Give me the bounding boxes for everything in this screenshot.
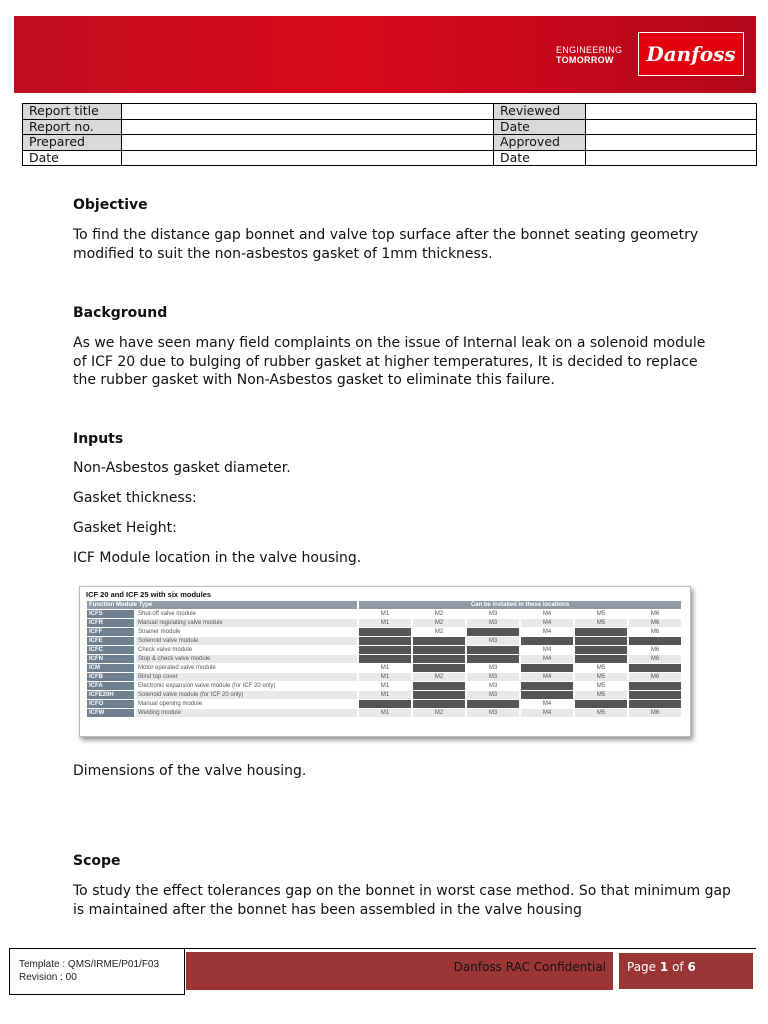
module-location-table-image	[79, 586, 691, 737]
location-unavailable	[629, 700, 681, 708]
location-cell: M3	[467, 691, 519, 699]
module-code: ICFC	[87, 646, 134, 654]
module-table-header	[87, 601, 681, 609]
module-code: ICFE	[87, 637, 134, 645]
module-name: Blind top cover	[136, 673, 357, 681]
module-row	[87, 646, 681, 654]
info-value	[122, 104, 494, 120]
info-value	[586, 104, 757, 120]
module-name: Welding module	[136, 709, 357, 717]
module-row	[87, 637, 681, 645]
info-label: Approved	[494, 135, 586, 151]
page-of: of	[672, 960, 684, 974]
module-name: Shut-off valve module	[138, 611, 196, 617]
location-unavailable	[359, 628, 411, 636]
location-unavailable	[359, 700, 411, 708]
location-cell: M6	[650, 647, 660, 653]
module-row	[87, 619, 681, 627]
page-total: 6	[687, 960, 696, 974]
location-cell: M6	[629, 709, 681, 717]
module-row	[87, 673, 681, 681]
footer-confidential: Danfoss RAC Confidential	[453, 960, 606, 974]
objective-heading: Objective	[73, 197, 148, 213]
location-cell: M4	[542, 611, 552, 617]
location-cell: M2	[434, 611, 444, 617]
tagline-line-2: TOMORROW	[556, 55, 614, 65]
location-cell: M2	[413, 709, 465, 717]
location-cell: M5	[575, 709, 627, 717]
module-name: Manual regulating valve module	[136, 619, 357, 627]
location-unavailable	[629, 637, 681, 645]
location-unavailable	[359, 655, 411, 663]
location-unavailable	[575, 655, 627, 663]
module-row	[87, 628, 681, 636]
info-row	[23, 119, 757, 135]
module-name: Electronic expansion valve module (for ICF 20 only)	[138, 683, 276, 689]
location-cell: M6	[629, 619, 681, 627]
location-cell: M1	[359, 619, 411, 627]
module-name: Strainer module	[138, 629, 181, 635]
location-unavailable	[575, 700, 627, 708]
module-code: ICFE20H	[87, 691, 134, 699]
location-unavailable	[521, 664, 573, 672]
location-cell: M3	[467, 637, 519, 645]
location-unavailable	[467, 655, 519, 663]
location-cell: M3	[488, 611, 498, 617]
location-unavailable	[413, 664, 465, 672]
module-table-title: ICF 20 and ICF 25 with six modules	[86, 590, 212, 599]
location-unavailable	[521, 682, 573, 690]
input-item: Gasket Height:	[73, 520, 177, 536]
location-cell: M3	[488, 665, 498, 671]
info-label: Date	[494, 119, 586, 135]
module-name: Solenoid valve module	[136, 637, 357, 645]
info-value	[122, 150, 494, 166]
location-cell: M6	[629, 673, 681, 681]
brand-tagline	[556, 45, 622, 65]
module-row	[87, 709, 681, 717]
dimensions-text: Dimensions of the valve housing.	[73, 763, 307, 779]
module-row	[87, 700, 681, 708]
location-cell: M1	[359, 673, 411, 681]
scope-text: To study the effect tolerances gap on the bonnet in worst case method. So that minimum gap is maintained after the bonnet has been assembled in the valve housing	[73, 883, 731, 918]
location-unavailable	[575, 628, 627, 636]
location-cell: M5	[596, 611, 606, 617]
location-cell: M1	[380, 683, 390, 689]
scope-heading: Scope	[73, 853, 121, 869]
location-unavailable	[359, 637, 411, 645]
info-label: Report title	[23, 104, 122, 120]
info-label: Reviewed	[494, 104, 586, 120]
location-cell: M5	[575, 619, 627, 627]
col-install-locations: Can be installed in these locations	[359, 601, 681, 609]
col-function-module-type: Function Module Type	[87, 601, 357, 609]
location-cell: M2	[413, 673, 465, 681]
location-cell: M4	[521, 673, 573, 681]
location-cell: M3	[467, 709, 519, 717]
location-cell: M1	[380, 665, 390, 671]
report-info-table	[22, 103, 757, 166]
info-label: Date	[494, 150, 586, 166]
location-unavailable	[467, 646, 519, 654]
module-code: ICFW	[87, 709, 134, 717]
info-value	[586, 135, 757, 151]
input-item: Non-Asbestos gasket diameter.	[73, 460, 291, 476]
module-code: ICFA	[87, 682, 134, 690]
module-code: ICFO	[87, 700, 134, 708]
location-unavailable	[629, 691, 681, 699]
background-text: As we have seen many field complaints on the issue of Internal leak on a solenoid module of ICF 20 due to bulging of rubber gasket at higher temperatures, It is decided to replace the rubber gasket with Non-Asbestos gasket to eliminate this failure.	[73, 335, 706, 388]
location-cell: M5	[575, 673, 627, 681]
info-label: Report no.	[23, 119, 122, 135]
page-current: 1	[659, 960, 669, 974]
module-code: ICFS	[87, 610, 134, 618]
page-indicator	[618, 952, 754, 990]
location-unavailable	[629, 682, 681, 690]
tagline-line-1: ENGINEERING	[556, 45, 623, 55]
module-code: ICM	[87, 664, 134, 672]
location-cell: M3	[467, 673, 519, 681]
objective-text: To find the distance gap bonnet and valve top surface after the bonnet seating geometry modified to suit the non-asbestos gasket of 1mm thickness.	[73, 227, 699, 262]
location-cell: M5	[596, 683, 606, 689]
info-value	[586, 150, 757, 166]
inputs-heading: Inputs	[73, 431, 124, 447]
location-unavailable	[521, 637, 573, 645]
location-cell: M2	[413, 619, 465, 627]
location-cell: M6	[650, 629, 660, 635]
location-unavailable	[575, 646, 627, 654]
location-cell: M5	[596, 665, 606, 671]
location-cell: M2	[434, 629, 444, 635]
module-row	[87, 655, 681, 663]
background-heading: Background	[73, 305, 168, 321]
info-value	[122, 135, 494, 151]
module-code: ICFN	[87, 655, 134, 663]
location-cell: M4	[542, 647, 552, 653]
info-label: Prepared	[23, 135, 122, 151]
info-label: Date	[23, 150, 122, 166]
location-unavailable	[413, 655, 465, 663]
module-code: ICFF	[87, 628, 134, 636]
logo-wordmark: Danfoss	[646, 42, 736, 66]
module-name: Manual opening module	[138, 701, 203, 707]
danfoss-logo	[638, 32, 744, 76]
location-unavailable	[521, 691, 573, 699]
module-row	[87, 682, 681, 690]
module-code: ICFR	[87, 619, 134, 627]
location-unavailable	[413, 691, 465, 699]
module-location-table	[85, 600, 683, 718]
location-cell: M6	[650, 611, 660, 617]
location-unavailable	[575, 637, 627, 645]
footer-template: Template : QMS/IRME/P01/F03	[19, 959, 160, 970]
location-unavailable	[359, 646, 411, 654]
info-row	[23, 135, 757, 151]
location-unavailable	[413, 637, 465, 645]
location-cell: M1	[359, 709, 411, 717]
location-cell: M4	[521, 709, 573, 717]
location-cell: M4	[521, 619, 573, 627]
location-unavailable	[629, 664, 681, 672]
info-row	[23, 150, 757, 166]
page-prefix: Page	[627, 960, 657, 974]
info-row	[23, 104, 757, 120]
module-name: Check valve module	[138, 647, 193, 653]
footer-template-box	[9, 948, 185, 995]
location-cell: M3	[488, 683, 498, 689]
location-cell: M5	[575, 691, 627, 699]
module-row	[87, 610, 681, 618]
info-value	[122, 119, 494, 135]
location-cell: M1	[380, 611, 390, 617]
footer-revision: Revision : 00	[19, 972, 77, 983]
location-cell: M4	[542, 701, 552, 707]
location-unavailable	[413, 646, 465, 654]
location-cell: M6	[629, 655, 681, 663]
location-unavailable	[467, 628, 519, 636]
input-item: Gasket thickness:	[73, 490, 197, 506]
module-code: ICFB	[87, 673, 134, 681]
module-row	[87, 691, 681, 699]
module-name: Motor operated valve module	[138, 665, 216, 671]
location-unavailable	[413, 682, 465, 690]
module-name: Solenoid valve module (for ICF 20 only)	[136, 691, 357, 699]
info-value	[586, 119, 757, 135]
location-cell: M4	[521, 655, 573, 663]
module-row	[87, 664, 681, 672]
location-cell: M1	[359, 691, 411, 699]
location-cell: M3	[467, 619, 519, 627]
location-unavailable	[413, 700, 465, 708]
module-name: Stop & check valve module	[136, 655, 357, 663]
input-item: ICF Module location in the valve housing.	[73, 550, 362, 566]
location-cell: M4	[542, 629, 552, 635]
location-unavailable	[467, 700, 519, 708]
